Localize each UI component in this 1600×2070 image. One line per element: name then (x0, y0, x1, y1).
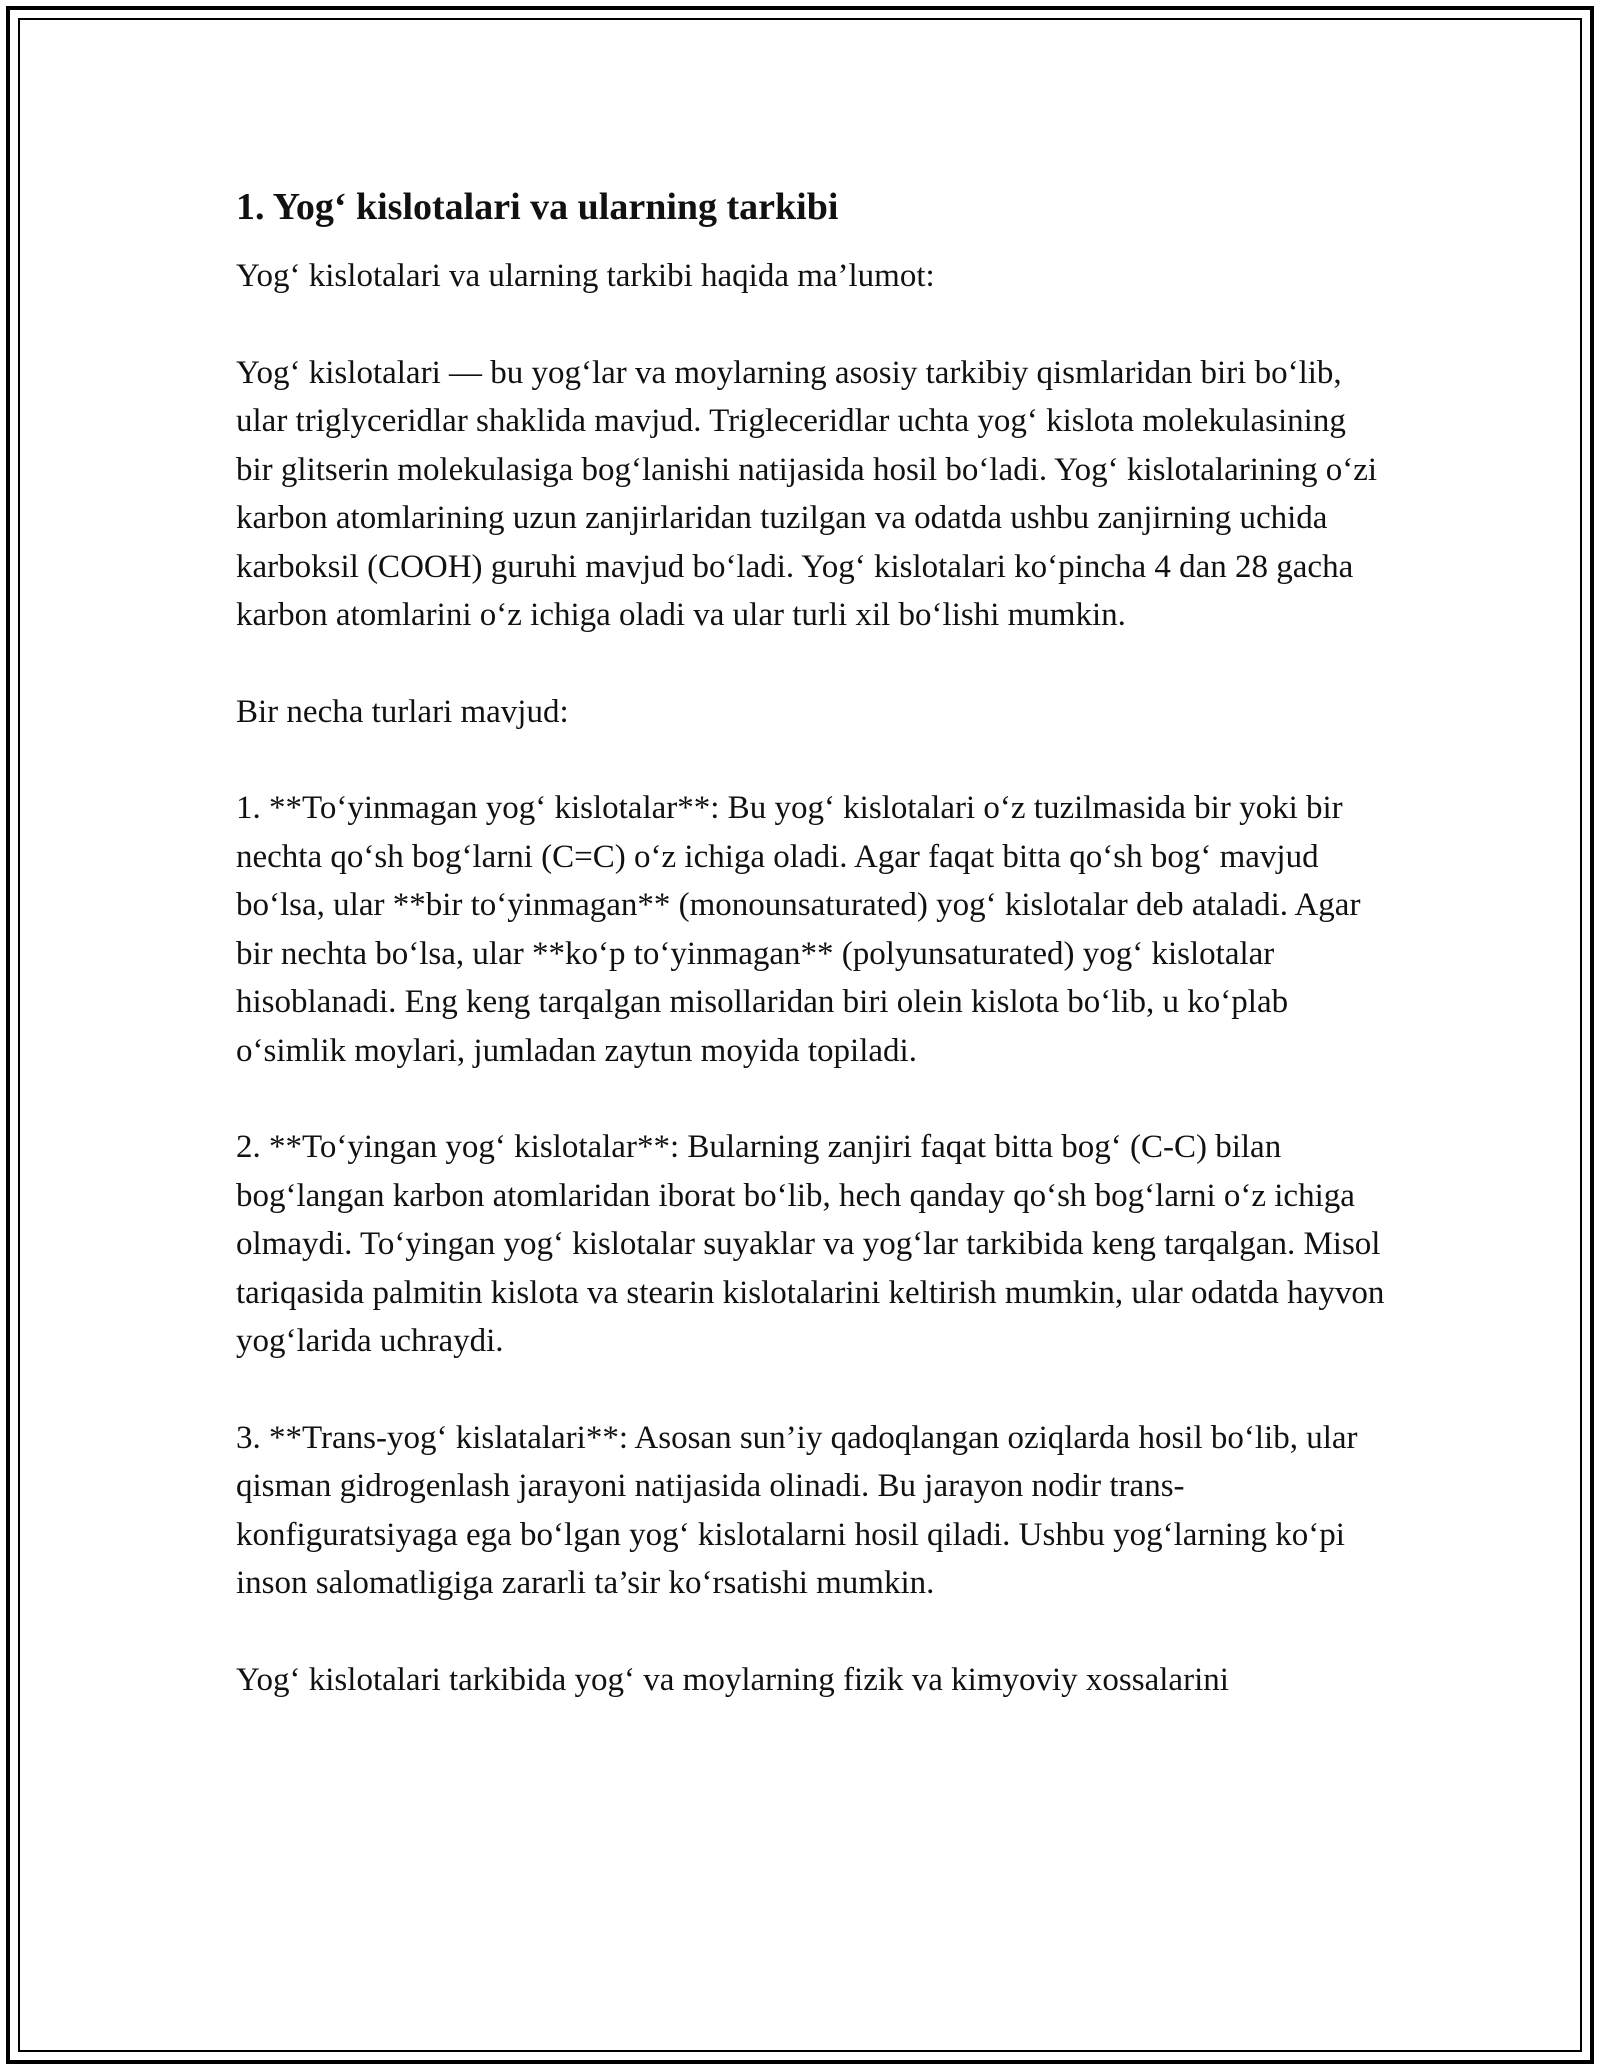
closing-paragraph: Yog‘ kislotalari tarkibida yog‘ va moylarning fizik va kimyoviy xossalarini (236, 1661, 1229, 1698)
definition-paragraph: Yog‘ kislotalari — bu yog‘lar va moylarning asosiy tarkibiy qismlaridan biri bo‘lib, ular triglyceridlar shaklida mavjud. Trigleceridlar uchta yog‘ kislota molekulasining bir glitserin molekulasiga bog‘lanishi natijasida hosil bo‘ladi. Yog‘ kislotalarining o‘zi karbon atomlarining uzun zanjirlaridan tuzilgan va odatda ushbu zanjirning uchida karboksil (COOH) guruhi mavjud bo‘ladi. Yog‘ kislotalari ko‘pincha 4 dan 28 gacha karbon atomlarini o‘z ichiga oladi va ular turli xil bo‘lishi mumkin. (236, 354, 1378, 633)
types-intro: Bir necha turlari mavjud: (236, 693, 569, 730)
list-item-unsaturated: 1. **To‘yinmagan yog‘ kislotalar**: Bu yog‘ kislotalari o‘z tuzilmasida bir yoki bir nechta qo‘sh bog‘larni (C=C) o‘z ichiga oladi. Agar faqat bitta qo‘sh bog‘ mavjud bo‘lsa, ular **bir to‘yinmagan** (monounsaturated) yog‘ kislotalar deb ataladi. Agar bir nechta bo‘lsa, ular **ko‘p to‘yinmagan** (polyunsaturated) yog‘ kislotalar hisoblanadi. Eng keng tarqalgan misollaridan biri olein kislota bo‘lib, u ko‘plab o‘simlik moylari, jumladan zaytun moyida topiladi. (236, 790, 1361, 1069)
list-item-trans: 3. **Trans-yog‘ kislatalari**: Asosan sun’iy qadoqlangan oziqlarda hosil bo‘lib, ular qisman gidrogenlash jarayoni natijasida olinadi. Bu jarayon nodir trans-konfiguratsiyaga ega bo‘lgan yog‘ kislotalarni hosil qiladi. Ushbu yog‘larning ko‘pi inson salomatligiga zararli ta’sir ko‘rsatishi mumkin. (236, 1419, 1358, 1601)
section-title: 1. Yog‘ kislotalari va ularning tarkibi (236, 186, 839, 228)
document-body (236, 182, 1386, 1704)
intro-paragraph: Yog‘ kislotalari va ularning tarkibi haqida ma’lumot: (236, 258, 935, 294)
list-item-saturated: 2. **To‘yingan yog‘ kislotalar**: Bularning zanjiri faqat bitta bog‘ (C-C) bilan bog‘langan karbon atomlaridan iborat bo‘lib, hech qanday qo‘sh bog‘larni o‘z ichiga olmaydi. To‘yingan yog‘ kislotalar suyaklar va yog‘lar tarkibida keng tarqalgan. Misol tariqasida palmitin kislota va stearin kislotalarini keltirish mumkin, ular odatda hayvon yog‘larida uchraydi. (236, 1129, 1385, 1359)
